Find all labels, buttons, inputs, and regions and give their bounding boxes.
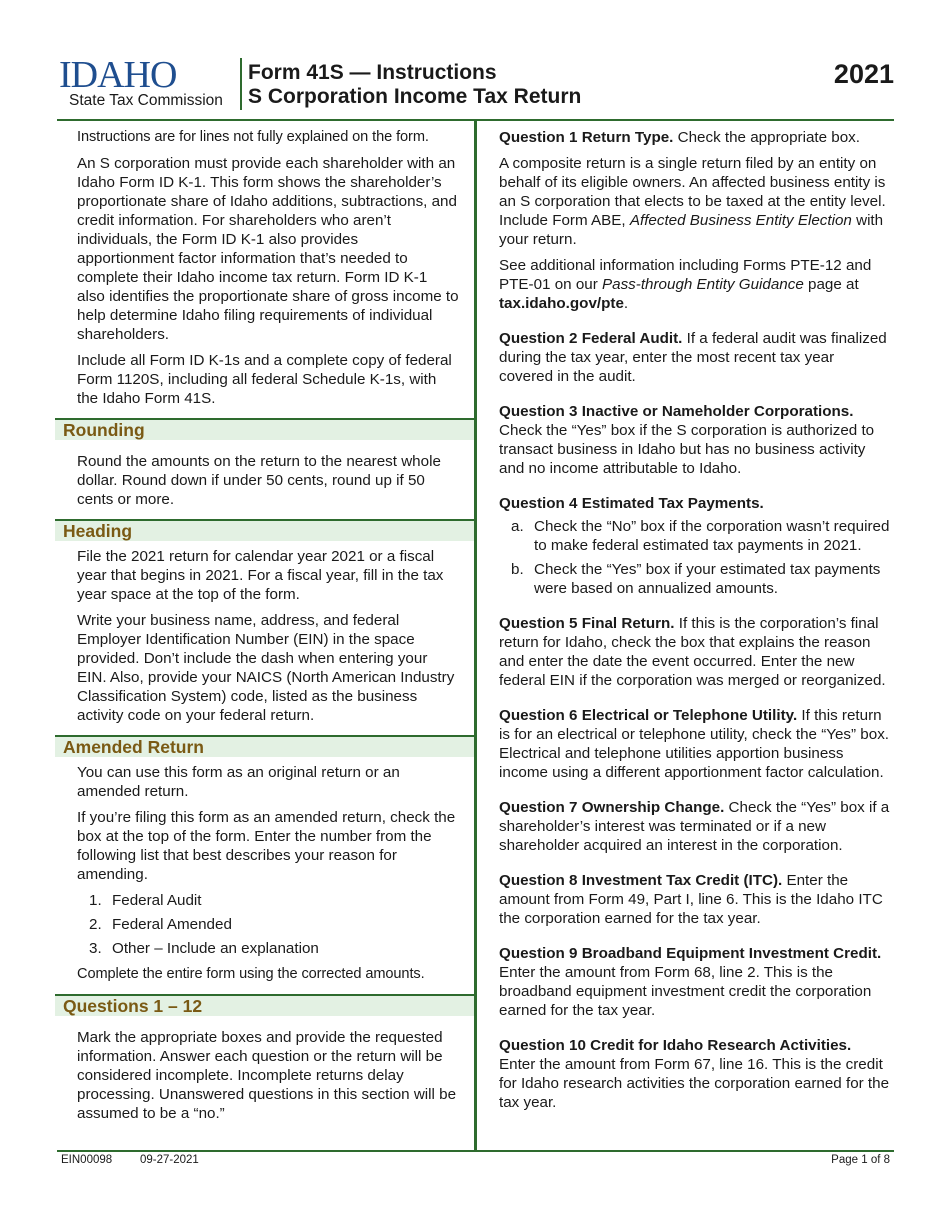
heading-paragraph: Write your business name, address, and federal Employer Identification Number (EIN) in the space provided. Don’t include the dash when entering your EIN. Also, provide your NAICS (North American Industry Classification System) code, listed as the business activity code on your federal return.: [77, 612, 455, 724]
list-letter: b.: [511, 561, 524, 578]
list-item: [499, 517, 892, 555]
logo-wordmark: IDAHO: [59, 54, 177, 96]
question-label: Question 1 Return Type.: [499, 129, 674, 146]
question-1: [499, 128, 892, 147]
composite-return-paragraph: [499, 154, 892, 249]
question-text: Check the “Yes” box if the S corporation is authorized to transact business in Idaho but has no business activity and no income attributable to Idaho.: [499, 422, 875, 477]
section-heading-heading: [55, 519, 474, 541]
list-item: [77, 939, 459, 958]
question-label: Question 7 Ownership Change.: [499, 799, 725, 816]
revision-date: 09-27-2021: [140, 1154, 199, 1166]
list-text: Federal Audit: [112, 892, 202, 909]
question-label: Question 9 Broadband Equipment Investment Credit.: [499, 945, 882, 962]
question-text: Enter the amount from Form 49, Part I, line 6. This is the Idaho ITC the corporation earned for the tax year.: [499, 872, 883, 927]
question-text: If a federal audit was finalized during the tax year, enter the most recent tax year covered in the audit.: [499, 330, 887, 385]
question-8: [499, 871, 892, 928]
text-run: page at: [803, 276, 859, 293]
section-heading-text: Heading: [63, 521, 133, 541]
section-heading-amended-return: [55, 735, 474, 757]
amended-reason-list: [77, 891, 459, 958]
text-run: .: [623, 295, 629, 312]
list-number: 3.: [89, 940, 102, 957]
question-3: [499, 402, 892, 478]
list-number: 1.: [89, 892, 102, 909]
idaho-state-tax-commission-logo: [59, 54, 235, 110]
page-number: Page 1 of 8: [831, 1154, 890, 1166]
section-heading-text: Amended Return: [63, 737, 204, 757]
list-text: Check the “No” box if the corporation wasn’t required to make federal estimated tax payments in 2021.: [534, 518, 890, 554]
question-10: [499, 1036, 892, 1112]
question-label: Question 3 Inactive or Nameholder Corporations.: [499, 403, 854, 420]
pte-paragraph: [499, 256, 892, 313]
question-label: Question 2 Federal Audit.: [499, 330, 683, 347]
right-column: [499, 128, 892, 1128]
text-run: A composite return is a single return filed by an entity on behalf of its eligible owners. An affected business entity is an S corporation that elects to be taxed at the entity level. Include Form ABE,: [499, 155, 886, 229]
question-9: [499, 944, 892, 1020]
column-divider: [474, 121, 477, 1152]
list-text: Other – Include an explanation: [112, 940, 319, 957]
section-heading-rounding: [55, 418, 474, 440]
list-letter: a.: [511, 518, 524, 535]
question-4-list: [499, 517, 892, 598]
left-column: [63, 128, 459, 1130]
amended-paragraph: If you’re filing this form as an amended return, check the box at the top of the form. Enter the number from the following list that best describes your reason for amending.: [77, 809, 456, 883]
question-text: If this is the corporation’s final return for Idaho, check the box that explains the reason and enter the date the event occurred. Enter the new federal EIN if the corporation was merged or reorganized.: [499, 615, 886, 689]
intro-paragraph: An S corporation must provide each shareholder with an Idaho Form ID K-1. This form shows the shareholder’s proportionate share of Idaho additions, subtractions, and credit information. For shareholders who aren’t individuals, the Form ID K-1 also provides apportionment factor information that’s needed to complete their Idaho income tax return. Form ID K-1 also identifies the proportionate share of gross income to help determine Idaho filing requirements of individual shareholders.: [77, 155, 459, 343]
list-text: Check the “Yes” box if your estimated tax payments were based on annualized amounts.: [534, 561, 881, 597]
question-text: If this return is for an electrical or telephone utility, check the “Yes” box. Electrical and telephone utilities apportion business income using a different apportionment factor calculation.: [499, 707, 890, 781]
intro-paragraph: Include all Form ID K-1s and a complete copy of federal Form 1120S, including all federal Schedule K-1s, with the Idaho Form 41S.: [77, 352, 452, 407]
section-heading-text: Questions 1 – 12: [63, 996, 203, 1016]
question-label: Question 6 Electrical or Telephone Utility.: [499, 707, 798, 724]
list-text: Federal Amended: [112, 916, 232, 933]
list-item: [499, 560, 892, 598]
question-text: Enter the amount from Form 67, line 16. This is the credit for Idaho research activities the corporation earned for the tax year.: [499, 1056, 890, 1111]
form-title: Form 41S — Instructions: [248, 61, 497, 84]
question-label: Question 4 Estimated Tax Payments.: [499, 495, 764, 512]
question-label: Question 5 Final Return.: [499, 615, 675, 632]
logo-subtitle: State Tax Commission: [69, 92, 223, 109]
list-number: 2.: [89, 916, 102, 933]
tax-year: 2021: [833, 59, 894, 89]
amended-paragraph: You can use this form as an original return or an amended return.: [77, 764, 400, 800]
rounding-text: Round the amounts on the return to the nearest whole dollar. Round down if under 50 cents, round up if 50 cents or more.: [77, 453, 441, 508]
text-run: See additional information including Forms PTE-12 and PTE-01 on our: [499, 257, 872, 293]
list-item: [77, 891, 459, 910]
question-text: Check the “Yes” box if a shareholder’s interest was terminated or if a new shareholder acquired an interest in the corporation.: [499, 799, 890, 854]
form-subtitle: S Corporation Income Tax Return: [248, 85, 582, 108]
amended-paragraph: Complete the entire form using the corrected amounts.: [77, 966, 425, 982]
pte-link[interactable]: tax.idaho.gov/pte: [499, 295, 624, 312]
section-heading-questions: [55, 994, 474, 1016]
footer-rule: [57, 1150, 894, 1152]
question-5: [499, 614, 892, 690]
question-text: Enter the amount from Form 68, line 2. This is the broadband equipment investment credit the corporation earned for the tax year.: [499, 964, 872, 1019]
document-header: [57, 56, 894, 112]
question-7: [499, 798, 892, 855]
intro-paragraph: Instructions are for lines not fully explained on the form.: [77, 129, 429, 145]
question-6: [499, 706, 892, 782]
questions-text: Mark the appropriate boxes and provide the requested information. Answer each question or the return will be considered incomplete. Incomplete returns delay processing. Unanswered questions in this section will be assumed to be a “no.”: [77, 1029, 457, 1122]
question-4: [499, 494, 892, 513]
heading-paragraph: File the 2021 return for calendar year 2021 or a fiscal year that begins in 2021. For a fiscal year, fill in the tax year space at the top of the form.: [77, 548, 444, 603]
question-label: Question 10 Credit for Idaho Research Activities.: [499, 1037, 852, 1054]
form-code: EIN00098: [61, 1154, 113, 1166]
list-item: [77, 915, 459, 934]
form-title-italic: Affected Business Entity Election: [629, 212, 852, 229]
text-run: with your return.: [499, 212, 884, 248]
page-title-italic: Pass-through Entity Guidance: [602, 276, 804, 293]
question-2: [499, 329, 892, 386]
section-heading-text: Rounding: [63, 420, 145, 440]
header-separator: [240, 58, 242, 110]
question-label: Question 8 Investment Tax Credit (ITC).: [499, 872, 783, 889]
question-text: Check the appropriate box.: [673, 129, 860, 146]
